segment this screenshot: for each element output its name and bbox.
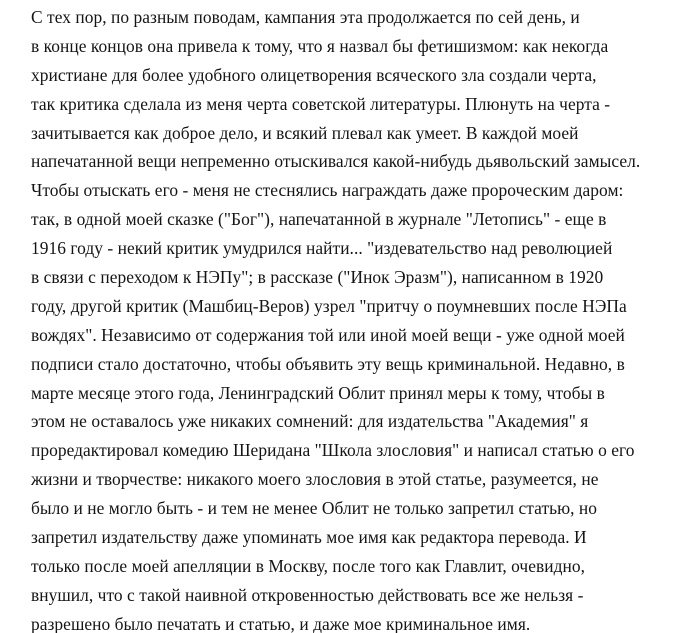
text-line: марте месяце этого года, Ленинградский Облит принял меры к тому, чтобы в [31, 382, 605, 403]
document-text [31, 3, 700, 633]
text-line: году, другой критик (Машбиц-Веров) узрел "притчу о поумневших после НЭПа [31, 295, 627, 316]
text-line: внушил, что с такой наивной откровенностью действовать все же нельзя - [31, 584, 584, 605]
text-line: запретил издательству даже упоминать мое имя как редактора перевода. И [31, 527, 587, 548]
text-line: было и не могло быть - и тем не менее Облит не только запретил статью, но [31, 498, 598, 519]
text-line: христиане для более удобного олицетворения всяческого зла создали черта, [31, 64, 597, 85]
text-line: в связи с переходом к НЭПу"; в рассказе ("Инок Эразм"), написанном в 1920 [31, 267, 604, 288]
text-line: напечатанной вещи непременно отыскивался какой-нибудь дьявольский замысел. [31, 151, 641, 172]
text-line: вождях". Независимо от содержания той или иной моей вещи - уже одной моей [31, 324, 625, 345]
text-line: С тех пор, по разным поводам, кампания эта продолжается по сей день, и [31, 7, 580, 27]
text-line: разрешено было печатать и статью, и даже мое криминальное имя. [31, 613, 531, 633]
text-line: зачитывается как доброе дело, и всякий плевал как умеет. В каждой моей [31, 122, 579, 143]
text-line: в конце концов она привела к тому, что я назвал бы фетишизмом: как некогда [31, 35, 609, 56]
text-line: проредактировал комедию Шеридана "Школа злословия" и написал статью о его [31, 440, 635, 461]
text-line: только после моей апелляции в Москву, после того как Главлит, очевидно, [31, 555, 586, 576]
text-line: Чтобы отыскать его - меня не стеснялись награждать даже пророческим даром: [31, 180, 624, 201]
text-line: так, в одной моей сказке ("Бог"), напечатанной в журнале "Летопись" - еще в [31, 209, 607, 230]
text-line: 1916 году - некий критик умудрился найти... "издевательство над революцией [31, 238, 613, 259]
text-line: подписи стало достаточно, чтобы объявить эту вещь криминальной. Недавно, в [31, 353, 625, 374]
text-line: так критика сделала из меня черта советской литературы. Плюнуть на черта - [31, 93, 611, 114]
text-line: этом не оставалось уже никаких сомнений: для издательства "Академия" я [31, 411, 589, 432]
text-line: жизни и творчестве: никакого моего злословия в этой статье, разумеется, не [31, 469, 599, 490]
